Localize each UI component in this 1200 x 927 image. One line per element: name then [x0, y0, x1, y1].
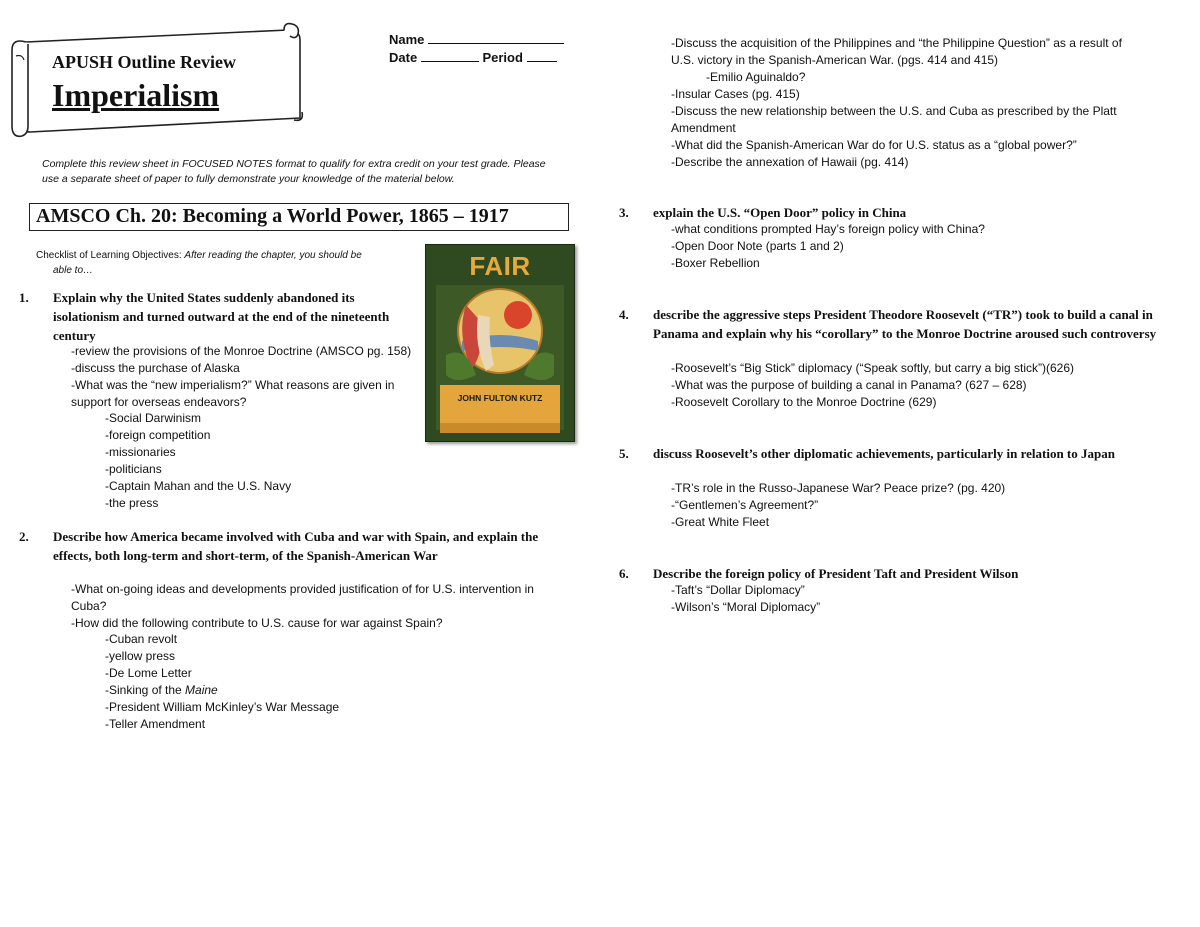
- list-item: -Boxer Rebellion: [671, 256, 760, 270]
- section-2-continued: [671, 35, 1171, 171]
- list-subitem: -foreign competition: [105, 428, 211, 442]
- chapter-title: AMSCO Ch. 20: Becoming a World Power, 1865 – 1917: [36, 205, 509, 227]
- list-item: -discuss the purchase of Alaska: [71, 361, 240, 375]
- list-item: -Discuss the acquisition of the Philippines and “the Philippine Question” as a result of: [671, 36, 1122, 50]
- list-item: -What on-going ideas and developments provided justification of for U.S. intervention in: [71, 582, 534, 596]
- section-6: [619, 564, 1166, 583]
- list-item: support for overseas endeavors?: [71, 395, 247, 409]
- section-heading-text: Describe how America became involved with Cuba and war with Spain, and explain the effects, both long-term and short-term, of the Spanish-American War: [53, 529, 539, 563]
- list-item: Cuba?: [71, 599, 107, 613]
- section-number: 1.: [19, 290, 29, 305]
- list-item: -what conditions prompted Hay’s foreign policy with China?: [671, 222, 985, 236]
- section-heading-text: Explain why the United States suddenly abandoned its isolationism and turned outward at the end of the nineteenth century: [53, 290, 390, 343]
- list-item: -Discuss the new relationship between the U.S. and Cuba as prescribed by the Platt: [671, 104, 1117, 118]
- section-heading-text: Describe the foreign policy of President Taft and President Wilson: [653, 566, 1019, 581]
- section-number: 4.: [619, 307, 629, 322]
- section-4: [619, 305, 1166, 343]
- poster-title: FAIR: [469, 251, 531, 281]
- section-heading-text: explain the U.S. “Open Door” policy in China: [653, 205, 907, 220]
- checklist-italic-cont: able to…: [53, 265, 94, 276]
- section-number: 6.: [619, 566, 629, 581]
- date-period-field[interactable]: [389, 50, 557, 65]
- list-subitem: [105, 682, 339, 699]
- period-blank[interactable]: [527, 50, 557, 62]
- section-5-items: [671, 480, 1171, 531]
- date-label: Date: [389, 50, 418, 65]
- section-heading: [19, 527, 566, 565]
- list-item: -What did the Spanish-American War do for U.S. status as a “global power?”: [671, 138, 1077, 152]
- section-1-subitems: [105, 410, 291, 512]
- list-subitem: -Captain Mahan and the U.S. Navy: [105, 479, 292, 493]
- list-item: -Insular Cases (pg. 415): [671, 87, 800, 101]
- list-item: U.S. victory in the Spanish-American War. (pgs. 414 and 415): [671, 53, 999, 67]
- list-subitem: -Emilio Aguinaldo?: [706, 70, 806, 84]
- name-label: Name: [389, 32, 425, 47]
- section-heading: [19, 288, 421, 345]
- section-heading: [619, 203, 1166, 222]
- name-field[interactable]: [389, 32, 564, 47]
- chapter-title-box: [29, 203, 569, 231]
- fair-hawaii-poster-image: [425, 244, 575, 442]
- section-3: [619, 203, 1166, 222]
- section-5: [619, 444, 1166, 463]
- list-subitem: -Cuban revolt: [105, 632, 178, 646]
- list-item: -“Gentlemen’s Agreement?”: [671, 498, 819, 512]
- list-subitem: -politicians: [105, 462, 162, 476]
- section-heading-text: discuss Roosevelt’s other diplomatic achievements, particularly in relation to Japan: [653, 446, 1115, 461]
- section-1-items: [71, 343, 431, 411]
- checklist-intro: [36, 248, 416, 278]
- list-subitem: -the press: [105, 496, 159, 510]
- list-subitem: -Social Darwinism: [105, 411, 202, 425]
- instructions: [42, 157, 582, 187]
- list-item: -Taft’s “Dollar Diplomacy”: [671, 583, 805, 597]
- instructions-line: Complete this review sheet in FOCUSED NOTES format to qualify for extra credit on your test grade. Please: [42, 158, 546, 170]
- section-heading: [619, 564, 1166, 583]
- section-6-items: [671, 582, 1171, 616]
- list-item: -Describe the annexation of Hawaii (pg. 414): [671, 155, 909, 169]
- worksheet-title: APUSH Outline Review: [52, 52, 236, 72]
- section-heading: [619, 305, 1166, 343]
- poster-author: JOHN FULTON KUTZ: [457, 393, 543, 403]
- section-2-subitems: [105, 631, 339, 733]
- section-number: 5.: [619, 446, 629, 461]
- list-item: -How did the following contribute to U.S. cause for war against Spain?: [71, 616, 443, 630]
- list-item: -Open Door Note (parts 1 and 2): [671, 239, 844, 253]
- section-4-items: [671, 360, 1171, 411]
- list-item: -Great White Fleet: [671, 515, 770, 529]
- list-item: -What was the purpose of building a canal in Panama? (627 – 628): [671, 378, 1027, 392]
- section-number: 2.: [19, 529, 29, 544]
- list-subitem: -Teller Amendment: [105, 717, 206, 731]
- period-label: Period: [482, 50, 523, 65]
- section-3-items: [671, 221, 1171, 272]
- list-subitem: -yellow press: [105, 649, 176, 663]
- section-2: [19, 527, 566, 565]
- section-2-items: [71, 581, 571, 632]
- section-1: [19, 288, 421, 345]
- list-subitem: -De Lome Letter: [105, 666, 192, 680]
- checklist-label: Checklist of Learning Objectives:: [36, 250, 182, 261]
- topic-title: Imperialism: [52, 77, 220, 113]
- list-item: -Roosevelt Corollary to the Monroe Doctrine (629): [671, 395, 937, 409]
- list-subitem: -President William McKinley’s War Message: [105, 700, 340, 714]
- section-heading-text: describe the aggressive steps President Theodore Roosevelt (“TR”) took to build a canal in Panama and explain why his “corollary” to the Monroe Doctrine aroused such controversy: [653, 307, 1157, 341]
- name-blank[interactable]: [428, 32, 564, 44]
- list-item: -review the provisions of the Monroe Doctrine (AMSCO pg. 158): [71, 344, 412, 358]
- poster-illustration: [426, 245, 574, 441]
- list-item: -Roosevelt’s “Big Stick” diplomacy (“Speak softly, but carry a big stick”)(626): [671, 361, 1075, 375]
- section-heading: [619, 444, 1166, 463]
- list-item: Amendment: [671, 121, 736, 135]
- list-item: -Wilson’s “Moral Diplomacy”: [671, 600, 821, 614]
- list-item: -TR’s role in the Russo-Japanese War? Peace prize? (pg. 420): [671, 481, 1006, 495]
- list-subitem-text: -Sinking of the: [105, 683, 186, 697]
- section-number: 3.: [619, 205, 629, 220]
- instructions-line: use a separate sheet of paper to fully demonstrate your knowledge of the material below.: [42, 173, 455, 185]
- ship-name: Maine: [185, 683, 218, 697]
- checklist-italic: After reading the chapter, you should be: [184, 250, 362, 261]
- date-blank[interactable]: [421, 50, 479, 62]
- list-item: -What was the “new imperialism?” What reasons are given in: [71, 378, 395, 392]
- list-subitem: -missionaries: [105, 445, 176, 459]
